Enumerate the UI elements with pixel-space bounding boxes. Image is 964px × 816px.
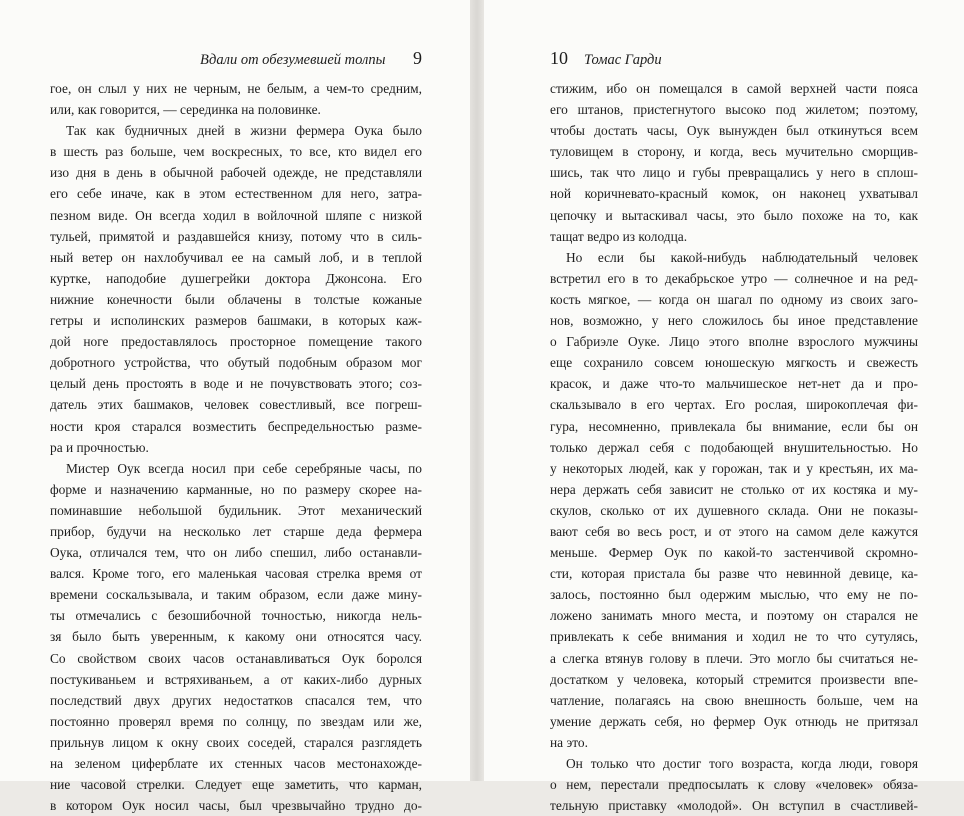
text-line: дой ноге предоставлялось просторное помещение такого — [50, 334, 422, 350]
text-line: Со свойством своих часов останавливаться Оук боролся — [50, 650, 422, 666]
text-line: только держал себя с подобающей внушительностью. Но — [550, 439, 918, 455]
text-line: прильнув лицом к окну своих соседей, старался разглядеть — [50, 734, 422, 750]
book-gutter — [470, 0, 484, 781]
text-line: ности кроя старался возместить беспредельностью разме- — [50, 418, 422, 434]
text-line: зя было быть уверенным, к какому они относятся часу. — [50, 629, 422, 645]
text-line: скулов, сколько от их душевного склада. Они не показы- — [550, 502, 918, 518]
text-line: нижние конечности были облачены в толстые кожаные — [50, 291, 422, 307]
text-line: Оука, отличался тем, что он либо спешил, либо останавли- — [50, 545, 422, 561]
text-line: красок, и даже что-то мальчишеское нет-нет да и про- — [550, 376, 918, 392]
text-line: времени соскальзывала, и таким образом, если даже мину- — [50, 587, 422, 603]
running-title: Томас Гарди — [584, 52, 662, 68]
text-line: Мистер Оук всегда носил при себе серебряные часы, по — [66, 460, 422, 476]
left-page — [0, 0, 470, 814]
text-line: вался. Кроме того, его маленькая часовая стрелка время от — [50, 566, 422, 582]
text-line: ра и прочностью. — [50, 439, 149, 455]
text-line: или, как говорится, — серединка на половинке. — [50, 102, 321, 118]
page-number: 10 — [550, 48, 568, 68]
text-line: поминавшие небольшой будильник. Этот механический — [50, 502, 422, 518]
text-line: ложено занимать много места, и поэтому он старался не — [550, 608, 918, 624]
text-line: его штанов, пристегнутого высоко под жилетом; поэтому, — [550, 102, 918, 118]
text-line: встретил его в то декабрьское утро — солнечное и на ред- — [550, 270, 918, 286]
text-line: стижим, ибо он помещался в самой верхней части пояса — [550, 81, 918, 96]
right-page-text — [550, 78, 918, 816]
text-line: датель этих башмаков, человек совестливый, все погреш- — [50, 397, 422, 413]
text-line: в шесть раз больше, чем воскресных, то все, кто видел его — [50, 144, 422, 160]
text-line: прибор, будучи на несколько лет старше деда фермера — [50, 523, 422, 539]
text-line: куртке, наподобие душегрейки доктора Джонсона. Его — [50, 270, 422, 286]
text-line: на зеленом циферблате их стенных часов местонахожде- — [50, 756, 422, 771]
text-line: о нем, перестали предпосылать к слову «человек» обяза- — [550, 777, 918, 793]
left-page-text — [50, 78, 422, 816]
text-line: Так как будничных дней в жизни фермера Оука было — [66, 123, 422, 139]
text-line: умение держать себя, но фермер Оук отнюдь не притязал — [550, 713, 918, 729]
text-line: добротного устройства, что обутый подобным образом мог — [50, 355, 422, 371]
text-line: тащат ведро из колодца. — [550, 228, 688, 244]
text-line: о Габриэле Оуке. Лицо этого вполне взрослого мужчины — [550, 334, 918, 350]
text-line: на это. — [550, 734, 588, 750]
right-page — [484, 0, 964, 814]
text-line: гура, несомненно, привлекала бы внимание, если бы он — [550, 418, 918, 434]
right-page-header — [550, 48, 750, 70]
text-line: Но если бы какой-нибудь наблюдательный человек — [566, 249, 918, 265]
text-line: Он только что достиг того возраста, когда люди, говоря — [566, 756, 918, 771]
text-line: кость мягкое, — когда он шагал по одному из своих заго- — [550, 291, 918, 307]
text-line: вают себя во весь рост, и от этого на самом деле кажутся — [550, 523, 918, 539]
left-page-header — [200, 48, 422, 70]
text-line: ние часовой стрелки. Следует еще заметить, что карман, — [50, 777, 422, 793]
text-line: нера держать себя зависит не столько от их костяка и му- — [550, 481, 918, 497]
text-line: меньше. Фермер Оук по какой-то застенчивой скромно- — [550, 545, 918, 561]
text-line: в котором Оук носил часы, был чрезвычайно трудно до- — [50, 798, 422, 814]
text-line: достатком у человека, который стремится произвести впе- — [550, 671, 918, 687]
text-line: а слегка втянув голову в плечи. Это могло бы считаться не- — [550, 650, 918, 666]
text-line: постукиваньем и встряхиваньем, а от каких-либо дурных — [50, 671, 422, 687]
running-title: Вдали от обезумевшей толпы — [200, 52, 386, 68]
text-line: ный ветер он нахлобучивал ее на самый лоб, и в теплой — [50, 249, 422, 265]
text-line: последствий двух других недостатков спасался тем, что — [50, 692, 422, 708]
text-line: пезном виде. Он всегда ходил в войлочной шляпе с низкой — [50, 207, 422, 223]
text-line: его себе иначе, как в этом естественном для него, затра- — [50, 186, 422, 202]
page-number: 9 — [413, 48, 422, 68]
text-line: нов, возможно, у него сложилось бы иное представление — [550, 313, 918, 329]
text-line: целый день простоять в воде и не почувствовать этого; соз- — [50, 376, 422, 392]
text-line: цепочку и вытаскивал часы, это было похоже на то, как — [550, 207, 918, 223]
text-line: сти, которая пристала бы разве что невинной девице, ка- — [550, 566, 918, 582]
text-line: скальзывало в его чертах. Его рослая, широкоплечая фи- — [550, 397, 918, 413]
text-line: шись, так что лицо и губы превращались у него в сплош- — [550, 165, 918, 181]
text-line: еще сохранило совсем юношескую мягкость и свежесть — [550, 355, 918, 371]
text-line: привлекать к себе внимания и ходил не то что сутулясь, — [550, 629, 918, 645]
text-line: форме и назначению карманные, но по размеру скорее на- — [50, 481, 422, 497]
text-line: изо дня в день в обычной рабочей одежде, не представляли — [50, 165, 422, 181]
text-line: туловищем в сторону, и когда, весь мучительно сморщив- — [550, 144, 918, 160]
text-line: ной коричневато-красный комок, он наконец ухватывал — [550, 186, 918, 202]
text-line: тельную приставку «молодой». Он вступил в счастливей- — [550, 798, 918, 814]
text-line: тульей, примятой и раздавшейся книзу, потому что в силь- — [50, 228, 422, 244]
text-line: ты отмечались с безошибочной точностью, никогда нель- — [50, 608, 422, 624]
text-line: залось, постоянно был одержим мыслью, что ему не по- — [550, 587, 918, 603]
text-line: постоянно проверял время по солнцу, по звездам или же, — [50, 713, 422, 729]
text-line: чтобы достать часы, Оук вынужден был откинуться всем — [550, 123, 918, 139]
text-line: гетры и исполинских размеров башмаки, в которых каж- — [50, 313, 422, 329]
text-line: гое, он слыл у них не черным, не белым, а чем-то средним, — [50, 81, 422, 96]
text-line: чатление, полагаясь на свою внешность больше, чем на — [550, 692, 918, 708]
text-line: у некоторых людей, как у горожан, так и у крестьян, их ма- — [550, 460, 918, 476]
